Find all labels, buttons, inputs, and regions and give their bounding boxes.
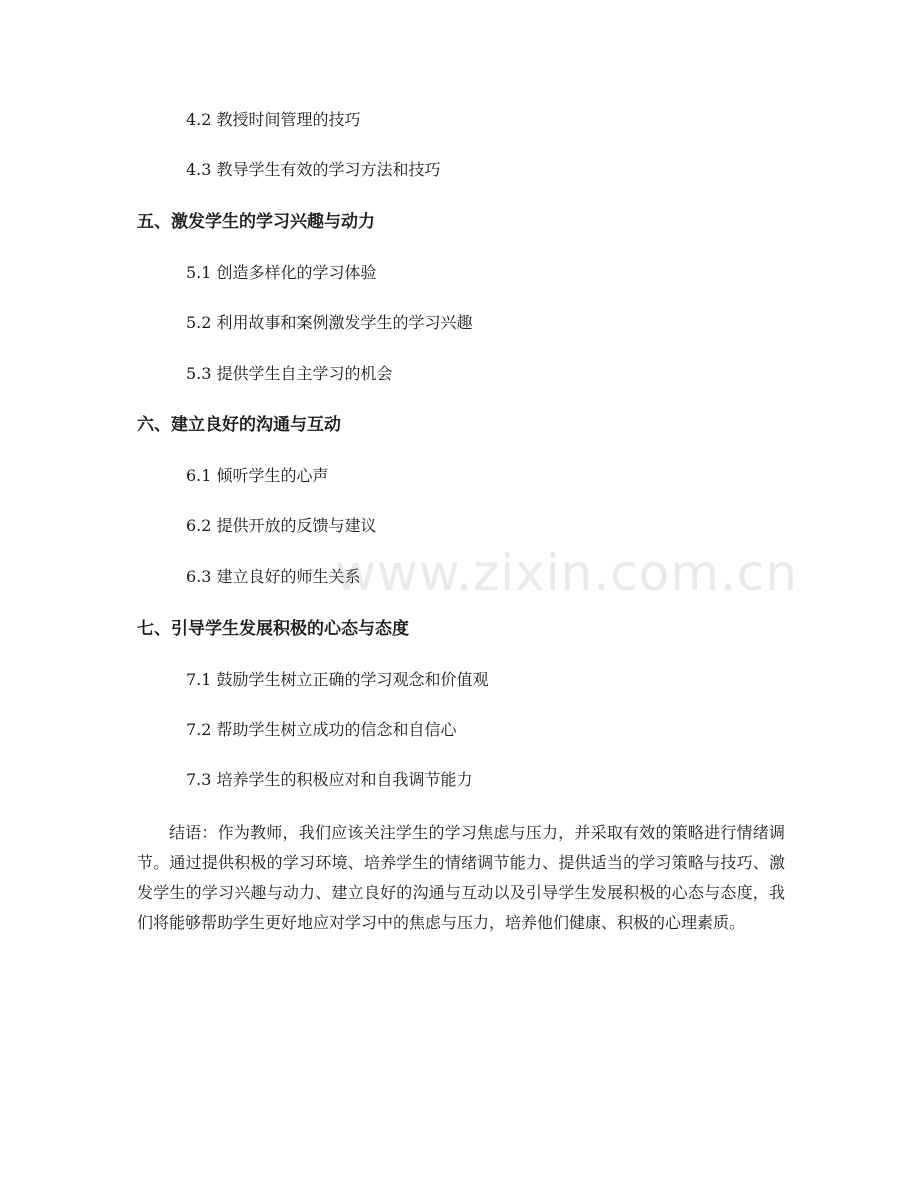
subsection-4-2: 4.2 教授时间管理的技巧: [186, 110, 361, 129]
subsection-7-3: 7.3 培养学生的积极应对和自我调节能力: [186, 770, 473, 789]
subsection-6-3: 6.3 建立良好的师生关系: [186, 567, 361, 586]
conclusion-paragraph: 结语：作为教师，我们应该关注学生的学习焦虑与压力，并采取有效的策略进行情绪调节。通过提供积极的学习环境、培养学生的情绪调节能力、提供适当的学习策略与技巧、激发学生的学习兴趣与动力、建立良好的沟通与互动以及引导学生发展积极的心态与态度，我们将能够帮助学生更好地应对学习中的焦虑与压力，培养他们健康、积极的心理素质。: [137, 823, 785, 932]
subsection-5-1: 5.1 创造多样化的学习体验: [186, 263, 377, 282]
subsection-5-2: 5.2 利用故事和案例激发学生的学习兴趣: [186, 313, 473, 332]
watermark-text: www.zixin.com.cn: [335, 544, 799, 602]
subsection-6-2: 6.2 提供开放的反馈与建议: [186, 516, 377, 535]
subsection-4-3: 4.3 教导学生有效的学习方法和技巧: [186, 160, 441, 179]
subsection-7-2: 7.2 帮助学生树立成功的信念和自信心: [186, 720, 457, 739]
subsection-6-1: 6.1 倾听学生的心声: [186, 466, 329, 485]
subsection-5-3: 5.3 提供学生自主学习的机会: [186, 364, 393, 383]
section-heading-7: 七、引导学生发展积极的心态与态度: [137, 619, 409, 639]
section-heading-5: 五、激发学生的学习兴趣与动力: [137, 212, 375, 232]
subsection-7-1: 7.1 鼓励学生树立正确的学习观念和价值观: [186, 670, 489, 689]
section-heading-6: 六、建立良好的沟通与互动: [137, 415, 341, 435]
